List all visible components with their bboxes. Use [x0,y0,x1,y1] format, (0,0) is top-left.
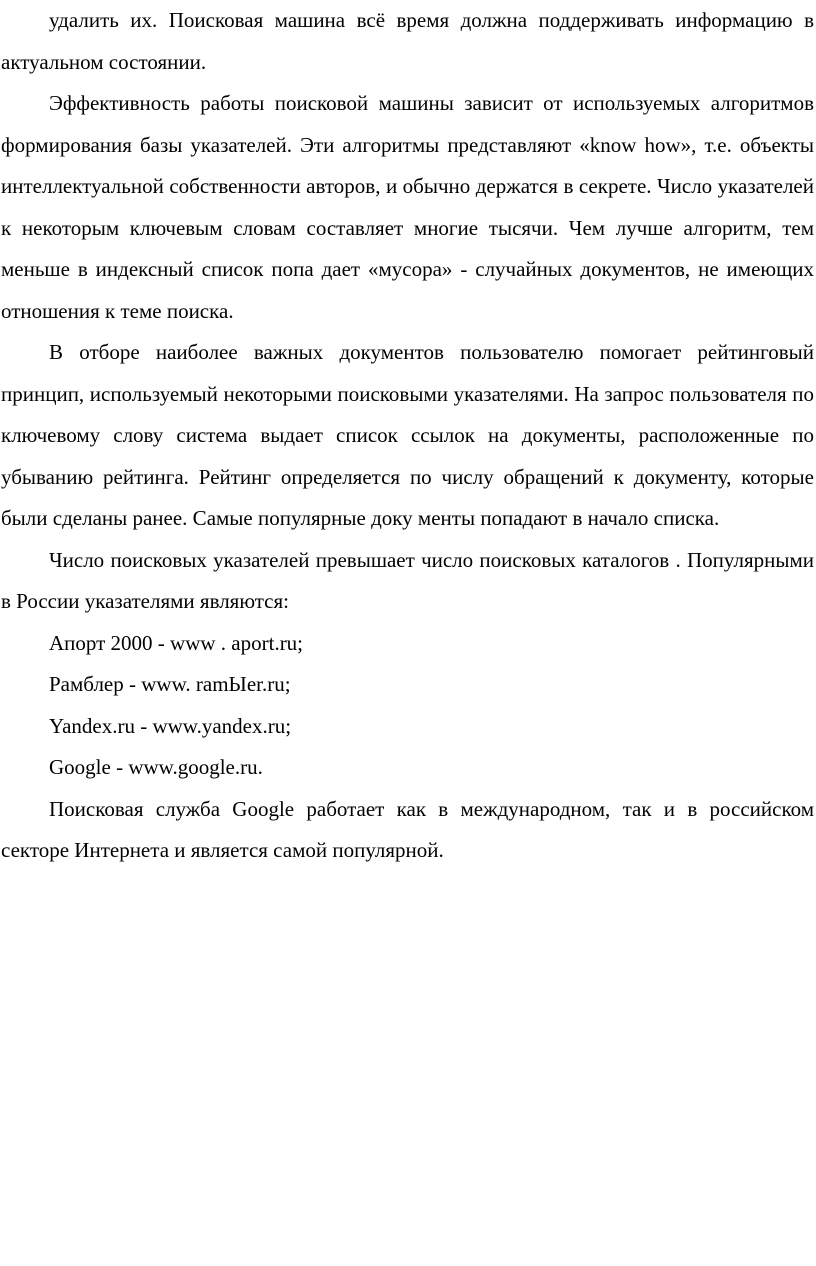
paragraph-indexes: Число поисковых указателей превышает число поисковых каталогов . Популярными в России указателями являются: [1,547,814,613]
paragraph-continuation: удалить их. Поисковая машина всё время должна поддерживать информацию в актуальном состоянии. [1,8,814,74]
paragraph-efficiency: Эффективность работы поисковой машины зависит от используемых алгоритмов формирования базы указателей. Эти алгоритмы представляют «know how», т.е. объекты интеллектуальной собственности авторов, и обычно держатся в секрете. Число указателей к некоторым ключевым словам составляет многие тысячи. Чем лучше алгоритм, тем меньше в индексный список попа дает «мусора» - случайных документов, не имеющих отношения к теме поиска. [1,91,814,323]
list-item-google: Google - www.google.ru. [49,755,263,779]
list-item-rambler: Рамблер - www. ramЫer.ru; [49,672,291,696]
list-item-aport: Апорт 2000 - www . aport.ru; [49,630,304,655]
paragraph-rating: В отборе наиболее важных документов пользователю помогает рейтинговый принцип, используемый некоторыми поисковыми указателями. На запрос пользователя по ключевому слову система выдает список ссылок на документы, расположенные по убыванию рейтинга. Рейтинг определяется по числу обращений к документу, которые были сделаны ранее. Самые популярные доку менты попадают в начало списка. [1,340,814,530]
list-item-yandex: Yandex.ru - www.yandex.ru; [49,713,292,738]
paragraph-google: Поисковая служба Google работает как в международном, так и в российском секторе Интернета и является самой популярной. [1,796,814,862]
